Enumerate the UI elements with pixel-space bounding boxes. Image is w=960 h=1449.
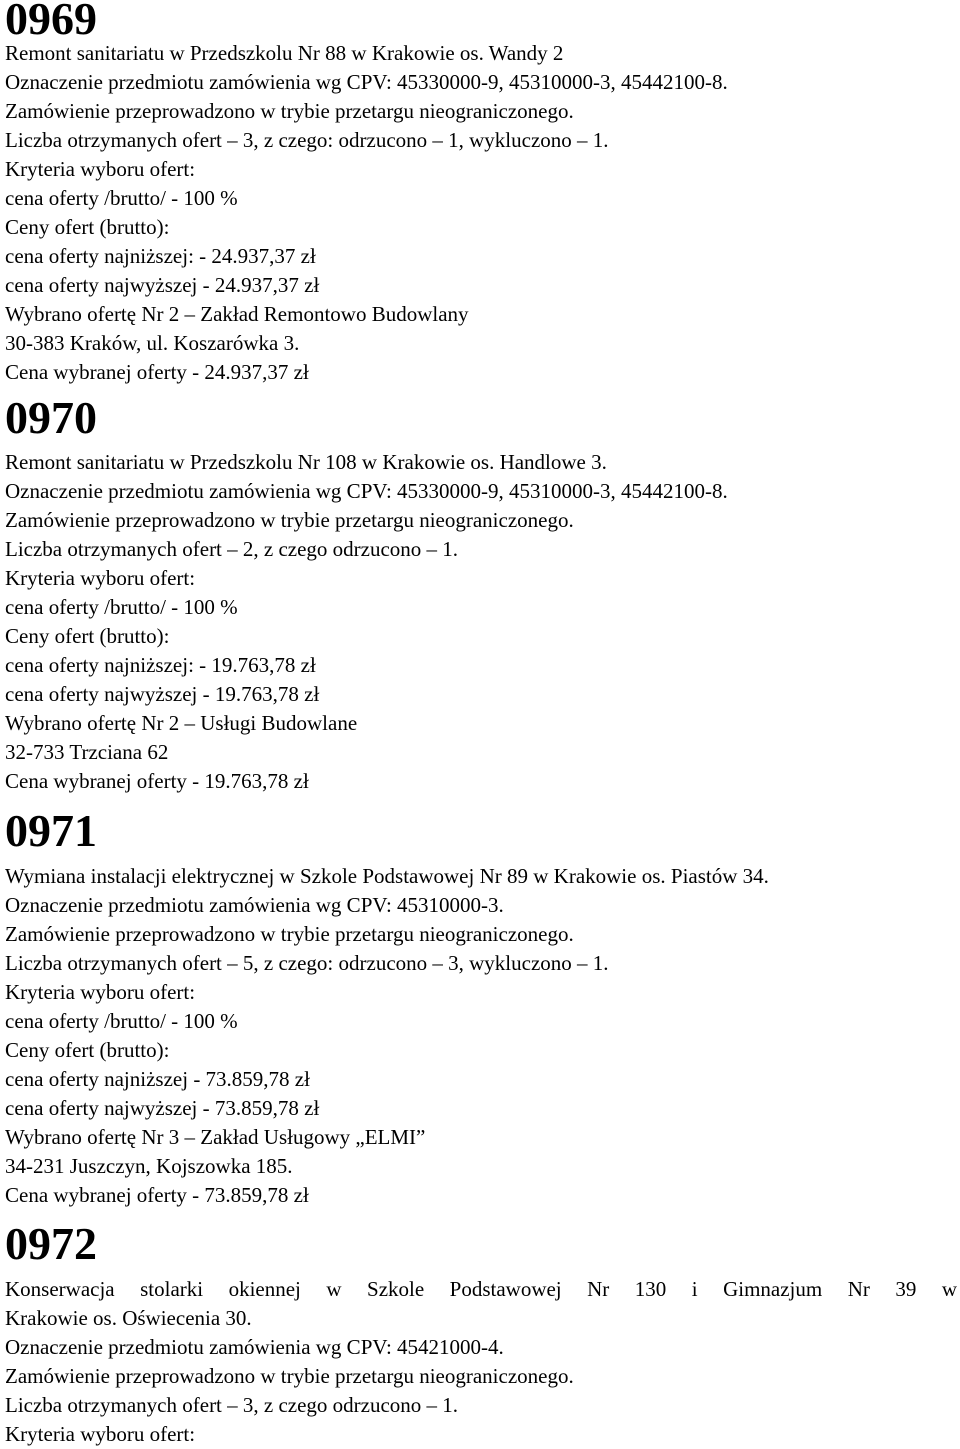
procedure-line: Zamówienie przeprowadzono w trybie przetargu nieograniczonego. xyxy=(5,1364,574,1388)
cpv-code-line: Oznaczenie przedmiotu zamówienia wg CPV: 45330000-9, 45310000-3, 45442100-8. xyxy=(5,70,728,94)
procurement-entry-0969 xyxy=(5,0,957,387)
selected-price-line: Cena wybranej oferty - 24.937,37 zł xyxy=(5,360,309,384)
selected-price-line: Cena wybranej oferty - 73.859,78 zł xyxy=(5,1183,309,1207)
contractor-address-line: 30-383 Kraków, ul. Koszarówka 3. xyxy=(5,331,300,355)
criteria-line: cena oferty /brutto/ - 100 % xyxy=(5,1009,238,1033)
lowest-price-line: cena oferty najniższej: - 24.937,37 zł xyxy=(5,244,316,268)
criteria-heading: Kryteria wyboru ofert: xyxy=(5,157,196,181)
highest-price-line: cena oferty najwyższej - 19.763,78 zł xyxy=(5,682,320,706)
entry-body xyxy=(5,39,957,387)
prices-heading: Ceny ofert (brutto): xyxy=(5,1038,170,1062)
entry-title-continuation: Krakowie os. Oświecenia 30. xyxy=(5,1306,252,1330)
criteria-line: cena oferty /brutto/ - 100 % xyxy=(5,595,238,619)
criteria-heading: Kryteria wyboru ofert: xyxy=(5,566,196,590)
cpv-code-line: Oznaczenie przedmiotu zamówienia wg CPV: 45421000-4. xyxy=(5,1335,504,1359)
offers-count-line: Liczba otrzymanych ofert – 2, z czego odrzucono – 1. xyxy=(5,537,459,561)
entry-title: Konserwacja stolarki okiennej w Szkole Podstawowej Nr 130 i Gimnazjum Nr 39 w xyxy=(5,1277,957,1301)
criteria-heading: Kryteria wyboru ofert: xyxy=(5,1422,196,1446)
criteria-line: cena oferty /brutto/ - 100 % xyxy=(5,186,238,210)
prices-heading: Ceny ofert (brutto): xyxy=(5,215,170,239)
cpv-code-line: Oznaczenie przedmiotu zamówienia wg CPV: 45310000-3. xyxy=(5,893,504,917)
procedure-line: Zamówienie przeprowadzono w trybie przetargu nieograniczonego. xyxy=(5,922,574,946)
entry-number: 0969 xyxy=(5,0,97,44)
procedure-line: Zamówienie przeprowadzono w trybie przetargu nieograniczonego. xyxy=(5,99,574,123)
entry-title: Wymiana instalacji elektrycznej w Szkole Podstawowej Nr 89 w Krakowie os. Piastów 34. xyxy=(5,864,769,888)
entry-number: 0971 xyxy=(5,805,97,856)
cpv-code-line: Oznaczenie przedmiotu zamówienia wg CPV: 45330000-9, 45310000-3, 45442100-8. xyxy=(5,479,728,503)
entry-title: Remont sanitariatu w Przedszkolu Nr 88 w Krakowie os. Wandy 2 xyxy=(5,41,564,65)
entry-body xyxy=(5,1275,957,1449)
lowest-price-line: cena oferty najniższej: - 19.763,78 zł xyxy=(5,653,316,677)
selected-offer-line: Wybrano ofertę Nr 3 – Zakład Usługowy „ELMI” xyxy=(5,1125,426,1149)
offers-count-line: Liczba otrzymanych ofert – 3, z czego odrzucono – 1. xyxy=(5,1393,459,1417)
document-page xyxy=(5,0,957,1449)
offers-count-line: Liczba otrzymanych ofert – 5, z czego: odrzucono – 3, wykluczono – 1. xyxy=(5,951,609,975)
procurement-entry-0971 xyxy=(5,805,957,1210)
lowest-price-line: cena oferty najniższej - 73.859,78 zł xyxy=(5,1067,310,1091)
procedure-line: Zamówienie przeprowadzono w trybie przetargu nieograniczonego. xyxy=(5,508,574,532)
entry-title: Remont sanitariatu w Przedszkolu Nr 108 w Krakowie os. Handlowe 3. xyxy=(5,450,607,474)
selected-offer-line: Wybrano ofertę Nr 2 – Zakład Remontowo Budowlany xyxy=(5,302,469,326)
entry-body xyxy=(5,448,957,796)
highest-price-line: cena oferty najwyższej - 73.859,78 zł xyxy=(5,1096,320,1120)
entry-number: 0970 xyxy=(5,392,97,443)
procurement-entry-0972 xyxy=(5,1218,957,1449)
contractor-address-line: 32-733 Trzciana 62 xyxy=(5,740,169,764)
criteria-heading: Kryteria wyboru ofert: xyxy=(5,980,196,1004)
offers-count-line: Liczba otrzymanych ofert – 3, z czego: odrzucono – 1, wykluczono – 1. xyxy=(5,128,609,152)
entry-body xyxy=(5,862,957,1210)
entry-number: 0972 xyxy=(5,1218,97,1269)
procurement-entry-0970 xyxy=(5,392,957,796)
highest-price-line: cena oferty najwyższej - 24.937,37 zł xyxy=(5,273,320,297)
prices-heading: Ceny ofert (brutto): xyxy=(5,624,170,648)
selected-price-line: Cena wybranej oferty - 19.763,78 zł xyxy=(5,769,309,793)
contractor-address-line: 34-231 Juszczyn, Kojszowka 185. xyxy=(5,1154,293,1178)
selected-offer-line: Wybrano ofertę Nr 2 – Usługi Budowlane xyxy=(5,711,358,735)
